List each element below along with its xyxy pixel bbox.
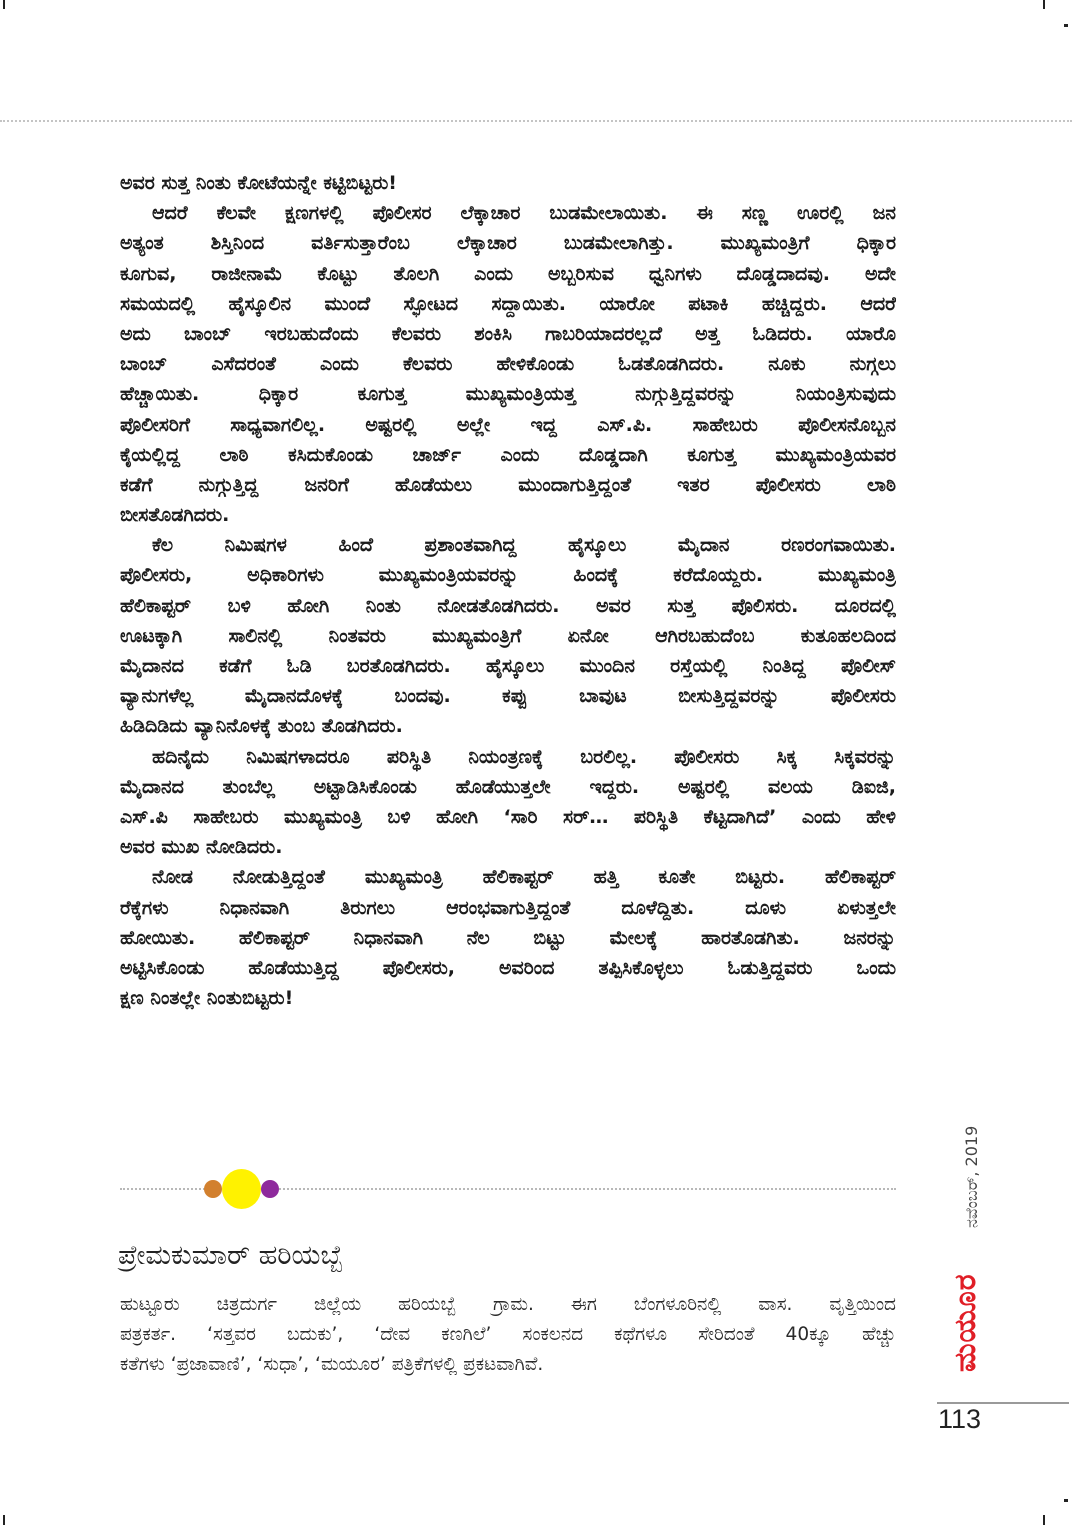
divider-dot-orange [204,1180,222,1198]
author-bio [120,1290,896,1380]
article-line: ಅತ್ಯಂತ ಶಿಸ್ತಿನಿಂದ ವರ್ತಿಸುತ್ತಾರೆಂಬ ಲೆಕ್ಕಾಚಾರ ಬುಡಮೇಲಾಗಿತ್ತು. ಮುಖ್ಯಮಂತ್ರಿಗೆ ಧಿಕ್ಕಾರ [120,232,896,255]
article-body [120,168,896,1013]
bio-line: ಕತೆಗಳು ‘ಪ್ರಜಾವಾಣಿ’, ‘ಸುಧಾ’, ‘ಮಯೂರ’ ಪತ್ರಿಕೆಗಳಲ್ಲಿ ಪ್ರಕಟವಾಗಿವೆ. [120,1354,544,1375]
article-line: ಕೂಗುವ, ರಾಜೀನಾಮೆ ಕೊಟ್ಟು ತೊಲಗಿ ಎಂದು ಅಬ್ಬರಿಸುವ ಧ್ವನಿಗಳು ದೊಡ್ಡದಾದವು. ಅದೇ [120,262,896,285]
article-line: ಬೀಸತೊಡಗಿದರು. [120,504,230,527]
article-line: ಆದರೆ ಕೆಲವೇ ಕ್ಷಣಗಳಲ್ಲಿ ಪೊಲೀಸರ ಲೆಕ್ಕಾಚಾರ ಬುಡಮೇಲಾಯಿತು. ಈ ಸಣ್ಣ ಊರಲ್ಲಿ ಜನ [152,202,896,225]
issue-date: ನವೆಂಬರ್, 2019 [962,1125,981,1228]
crop-mark-right-lower [1064,1499,1068,1502]
article-line: ಅದು ಬಾಂಬ್ ಇರಬಹುದೆಂದು ಕೆಲವರು ಶಂಕಿಸಿ ಗಾಬರಿಯಾದರಲ್ಲದೆ ಅತ್ತ ಓಡಿದರು. ಯಾರೊ [120,322,896,345]
article-line: ಹೆಚ್ಚಾಯಿತು. ಧಿಕ್ಕಾರ ಕೂಗುತ್ತ ಮುಖ್ಯಮಂತ್ರಿಯತ್ತ ನುಗ್ಗುತ್ತಿದ್ದವರನ್ನು ನಿಯಂತ್ರಿಸುವುದು [120,383,896,406]
crop-mark-top-right [1043,0,1045,9]
article-line: ಸಮಯದಲ್ಲಿ ಹೈಸ್ಕೂಲಿನ ಮುಂದೆ ಸ್ಫೋಟದ ಸದ್ದಾಯಿತು. ಯಾರೋ ಪಟಾಕಿ ಹಚ್ಚಿದ್ದರು. ಆದರೆ [120,292,896,315]
article-line: ಊಟಕ್ಕಾಗಿ ಸಾಲಿನಲ್ಲಿ ನಿಂತವರು ಮುಖ್ಯಮಂತ್ರಿಗೆ ಏನೋ ಆಗಿರಬಹುದೆಂಬ ಕುತೂಹಲದಿಂದ [120,624,896,647]
page-number: 113 [938,1404,982,1434]
crop-mark-bottom-left [3,1515,5,1525]
magazine-logo: ಮಯೂರ [948,1273,983,1372]
article-line: ನೋಡ ನೋಡುತ್ತಿದ್ದಂತೆ ಮುಖ್ಯಮಂತ್ರಿ ಹೆಲಿಕಾಪ್ಟರ್ ಹತ್ತಿ ಕೂತೇ ಬಿಟ್ಟರು. ಹೆಲಿಕಾಪ್ಟರ್ [152,866,896,889]
article-line: ಹದಿನೈದು ನಿಮಿಷಗಳಾದರೂ ಪರಿಸ್ಥಿತಿ ನಿಯಂತ್ರಣಕ್ಕೆ ಬರಲಿಲ್ಲ. ಪೊಲೀಸರು ಸಿಕ್ಕ ಸಿಕ್ಕವರನ್ನು [152,745,896,768]
article-line: ಮೈದಾನದ ತುಂಬೆಲ್ಲ ಅಟ್ಟಾಡಿಸಿಕೊಂಡು ಹೊಡೆಯುತ್ತಲೇ ಇದ್ದರು. ಅಷ್ಟರಲ್ಲಿ ವಲಯ ಡಿಐಜಿ, [120,775,896,798]
crop-mark-bottom-right [1043,1515,1045,1525]
article-line: ಮೈದಾನದ ಕಡೆಗೆ ಓಡಿ ಬರತೊಡಗಿದರು. ಹೈಸ್ಕೂಲು ಮುಂದಿನ ರಸ್ತೆಯಲ್ಲಿ ನಿಂತಿದ್ದ ಪೊಲೀಸ್ [120,655,896,677]
article-line: ಕಡೆಗೆ ನುಗ್ಗುತ್ತಿದ್ದ ಜನರಿಗೆ ಹೊಡೆಯಲು ಮುಂದಾಗುತ್ತಿದ್ದಂತೆ ಇತರ ಪೊಲೀಸರು ಲಾಠಿ [120,473,896,496]
article-line: ಕೈಯಲ್ಲಿದ್ದ ಲಾಠಿ ಕಸಿದುಕೊಂಡು ಚಾರ್ಜ್ ಎಂದು ದೊಡ್ಡದಾಗಿ ಕೂಗುತ್ತ ಮುಖ್ಯಮಂತ್ರಿಯವರ [120,443,896,466]
article-line: ಹಿಡಿದಿಡಿದು ವ್ಯಾನಿನೊಳಕ್ಕೆ ತುಂಬ ತೊಡಗಿದರು. [120,715,403,738]
bio-line: ಹುಟ್ಟೂರು ಚಿತ್ರದುರ್ಗ ಜಿಲ್ಲೆಯ ಹರಿಯಬ್ಬೆ ಗ್ರಾಮ. ಈಗ ಬೆಂಗಳೂರಿನಲ್ಲಿ ವಾಸ. ವೃತ್ತಿಯಿಂದ [120,1294,896,1315]
article-line: ವ್ಯಾನುಗಳೆಲ್ಲ ಮೈದಾನದೊಳಕ್ಕೆ ಬಂದವು. ಕಪ್ಪು ಬಾವುಟ ಬೀಸುತ್ತಿದ್ದವರನ್ನು ಪೊಲೀಸರು [120,685,896,708]
article-line: ಕೆಲ ನಿಮಿಷಗಳ ಹಿಂದೆ ಪ್ರಶಾಂತವಾಗಿದ್ದ ಹೈಸ್ಕೂಲು ಮೈದಾನ ರಣರಂಗವಾಯಿತು. [152,534,896,557]
article-line: ಅವರ ಮುಖ ನೋಡಿದರು. [120,836,283,859]
divider-dot-yellow [222,1169,261,1209]
author-name: ಪ್ರೇಮಕುಮಾರ್ ಹರಿಯಬ್ಬೆ [118,1240,344,1271]
article-line: ಹೆಲಿಕಾಪ್ಟರ್ ಬಳಿ ಹೋಗಿ ನಿಂತು ನೋಡತೊಡಗಿದರು. ಅವರ ಸುತ್ತ ಪೊಲಿಸರು. ದೂರದಲ್ಲಿ [120,594,896,617]
bio-line: ಪತ್ರಕರ್ತ. ‘ಸತ್ತವರ ಬದುಕು’, ‘ದೇವ ಕಣಗಿಲೆ’ ಸಂಕಲನದ ಕಥೆಗಳೂ ಸೇರಿದಂತೆ 40ಕ್ಕೂ ಹೆಚ್ಚು [120,1324,896,1345]
article-line: ಕ್ಷಣ ನಿಂತಲ್ಲೇ ನಿಂತುಬಿಟ್ಟರು! [120,987,294,1010]
article-line: ರೆಕ್ಕೆಗಳು ನಿಧಾನವಾಗಿ ತಿರುಗಲು ಆರಂಭವಾಗುತ್ತಿದ್ದಂತೆ ದೂಳೆದ್ದಿತು. ದೂಳು ಏಳುತ್ತಲೇ [120,896,896,919]
divider-dot-purple [261,1180,279,1198]
crop-mark-right-upper [1064,24,1068,27]
article-line: ಪೊಲೀಸರು, ಅಧಿಕಾರಿಗಳು ಮುಖ್ಯಮಂತ್ರಿಯವರನ್ನು ಹಿಂದಕ್ಕೆ ಕರೆದೊಯ್ದರು. ಮುಖ್ಯಮಂತ್ರಿ [120,564,896,587]
article-line: ಬಾಂಬ್ ಎಸೆದರಂತೆ ಎಂದು ಕೆಲವರು ಹೇಳಿಕೊಂಡು ಓಡತೊಡಗಿದರು. ನೂಕು ನುಗ್ಗಲು [120,353,896,376]
crop-mark-top-left [3,0,5,9]
article-line: ಪೊಲೀಸರಿಗೆ ಸಾಧ್ಯವಾಗಲಿಲ್ಲ. ಅಷ್ಟರಲ್ಲಿ ಅಲ್ಲೇ ಇದ್ದ ಎಸ್.ಪಿ. ಸಾಹೇಬರು ಪೊಲೀಸನೊಬ್ಬನ [120,413,896,436]
article-line: ಹೋಯಿತು. ಹೆಲಿಕಾಪ್ಟರ್ ನಿಧಾನವಾಗಿ ನೆಲ ಬಿಟ್ಟು ಮೇಲಕ್ಕೆ ಹಾರತೊಡಗಿತು. ಜನರನ್ನು [120,926,896,949]
article-line: ಅಟ್ಟಿಸಿಕೊಂಡು ಹೊಡೆಯುತ್ತಿದ್ದ ಪೊಲೀಸರು, ಅವರಿಂದ ತಪ್ಪಿಸಿಕೊಳ್ಳಲು ಓಡುತ್ತಿದ್ದವರು ಒಂದು [120,956,896,979]
article-line: ಎಸ್.ಪಿ ಸಾಹೇಬರು ಮುಖ್ಯಮಂತ್ರಿ ಬಳಿ ಹೋಗಿ ‘ಸಾರಿ ಸರ್… ಪರಿಸ್ಥಿತಿ ಕೆಟ್ಟದಾಗಿದೆ’ ಎಂದು ಹೇಳಿ [120,805,896,828]
article-line: ಅವರ ಸುತ್ತ ನಿಂತು ಕೋಟೆಯನ್ನೇ ಕಟ್ಟಿಬಿಟ್ಟರು! [120,172,397,194]
header-dotted-rule [0,120,1072,122]
